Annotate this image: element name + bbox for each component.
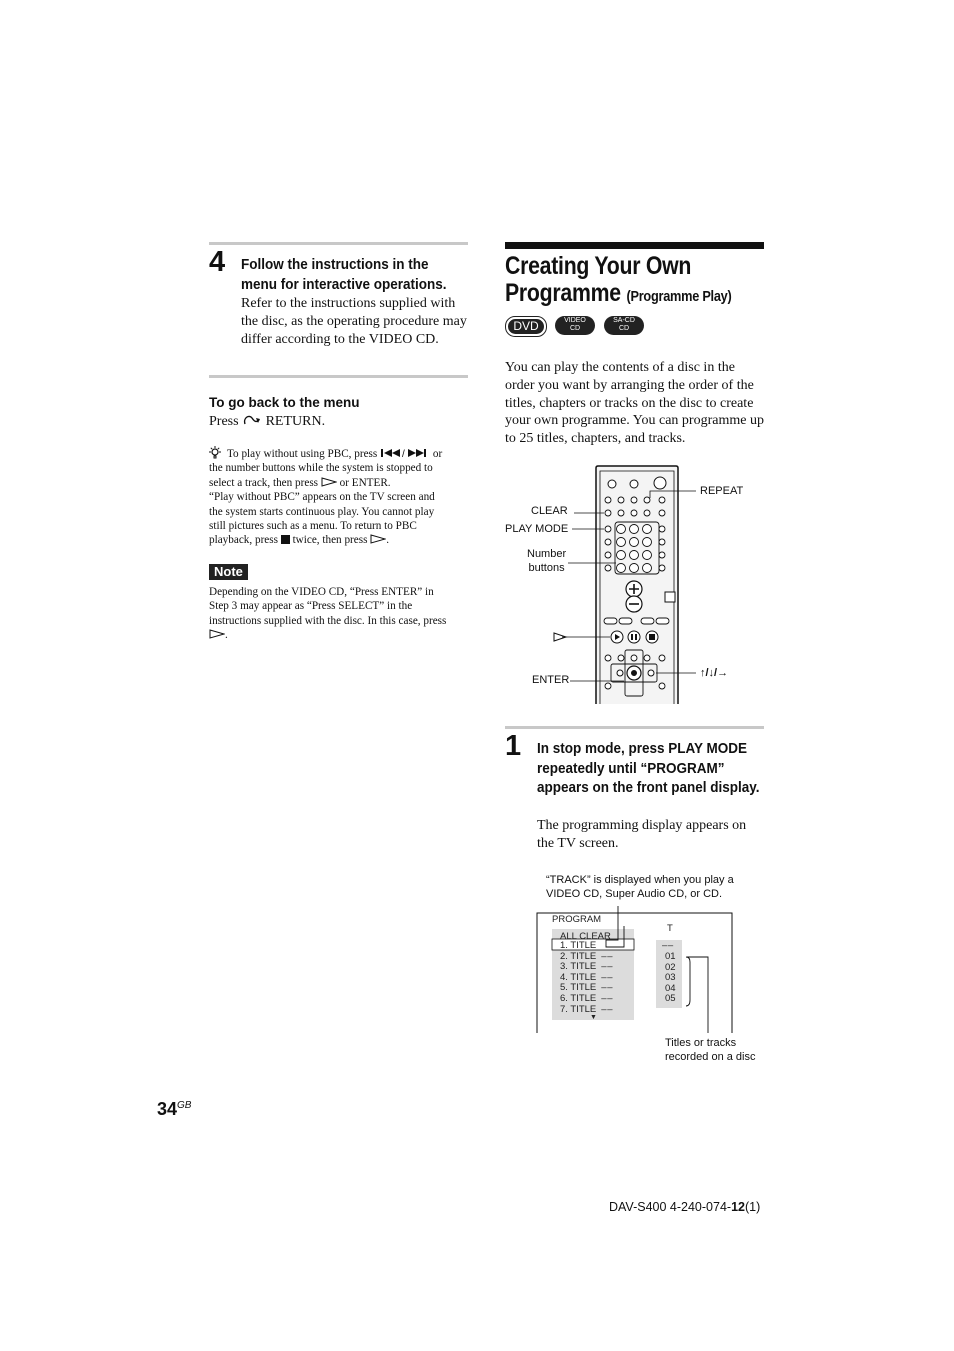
program-row-label: 3. TITLE [560,961,597,973]
label-line: Titles or tracks [665,1037,737,1049]
tip-line: playback, press [209,534,278,547]
program-header: PROGRAM [552,914,602,925]
number-buttons-label [527,547,566,575]
title-bar [505,242,764,249]
tip-line: the number buttons while the system is stopped to [209,462,433,475]
tip-line: To play without using PBC, press [227,448,378,460]
note-line: Step 3 may appear as “Press SELECT” in the [209,600,413,613]
section-rule [505,726,764,729]
tip-line: the system starts continuous play. You cannot play [209,505,435,518]
press-text: Press [209,414,239,429]
program-row[interactable] [560,1005,611,1016]
step-heading: Follow the instructions in the menu for interactive operations. [241,256,447,293]
model-code-part: 12 [731,1200,745,1214]
program-list [560,941,611,1015]
page-number [157,1099,191,1120]
step-number: 4 [209,246,226,278]
step-heading: In stop mode, press PLAY MODE repeatedly until “PROGRAM” appears on the front panel display. [537,740,760,796]
track-item[interactable]: 01 [665,951,676,962]
program-row-dash: – – [601,1003,612,1015]
titles-tracks-label [665,1036,756,1064]
title-subtitle: (Programme Play) [626,288,732,305]
program-row-dash: – – [601,961,612,973]
play-icon [370,534,386,544]
step-number: 1 [505,730,522,762]
section-rule [209,375,468,378]
track-item[interactable]: 02 [665,961,676,973]
program-row-label: 1. TITLE [560,940,597,951]
tip-line: “Play without PBC” appears on the TV screen and [209,491,435,504]
program-row-label: 2. TITLE [560,950,597,962]
tip-line: twice, then press [292,534,368,547]
track-item[interactable]: 05 [665,993,676,1005]
play-icon [321,477,337,487]
program-row-label: 7. TITLE [560,1003,597,1015]
svg-text:/: / [402,449,405,458]
model-code-part: DAV-S400 4-240-074- [609,1200,732,1214]
note-line: Depending on the VIDEO CD, “Press ENTER” in [209,586,434,598]
period: . [386,534,390,547]
page-suffix: GB [177,1100,192,1111]
title-line: Programme [505,279,621,307]
prev-next-icon [380,448,430,458]
model-code [609,1200,760,1214]
page-title [505,253,732,310]
section-rule [209,242,468,245]
program-row-label: 5. TITLE [560,982,597,994]
play-mode-label: PLAY MODE [505,523,569,535]
repeat-label: REPEAT [700,485,744,497]
program-row-label: 4. TITLE [560,971,597,983]
clear-label: CLEAR [531,505,568,517]
tip-line: still pictures such as a menu. To return to PBC [209,520,417,533]
dvd-badge-text: DVD [508,319,544,334]
enter-label: ENTER [532,674,570,686]
model-code-part: (1) [744,1200,761,1214]
badge-line: CD [569,325,581,332]
track-item[interactable]: 03 [665,972,676,984]
track-callout [546,873,746,901]
title-line: Creating Your Own [505,252,692,280]
program-row-dash: – – [601,982,612,994]
step-body: The programming display appears on the TV screen. [537,818,747,851]
note-text [209,585,471,643]
tip-text [209,447,471,548]
note-label: Note [209,564,248,580]
scroll-down-icon: ▼ [590,1014,597,1021]
track-list [665,952,676,1005]
page-number-value: 34 [157,1099,178,1119]
badge-line: SA-CD [613,317,635,324]
callout-line: VIDEO CD, Super Audio CD, or CD. [546,888,723,900]
sa-cd-badge [604,316,644,335]
return-icon [242,414,262,426]
label-line: recorded on a disc [665,1051,756,1063]
return-text: RETURN. [265,414,326,429]
tip-line: or ENTER. [339,476,391,489]
tip-line: select a track, then press [209,476,319,489]
subheading: To go back to the menu [209,395,360,410]
callout-line: “TRACK” is displayed when you play a [546,874,734,886]
label-line: Number [527,548,567,560]
label-line: buttons [528,562,565,574]
arrow-keys-label: ↑/↓/→ [700,667,729,679]
dvd-badge [505,316,547,337]
period: . [225,629,228,642]
program-row-label: 6. TITLE [560,992,597,1004]
program-row-dash: – – [601,950,612,962]
column-t-label: T [667,923,673,934]
video-cd-badge [555,316,595,335]
track-dash: – – [662,940,673,951]
all-clear-item[interactable]: ALL CLEAR [560,931,611,942]
program-row-dash: – – [601,992,612,1004]
program-row-dash: – – [601,971,612,983]
note-line: instructions supplied with the disc. In this case, press [209,614,447,627]
intro-paragraph: You can play the contents of a disc in the order you want by arranging the order of the titles, chapters or tracks on the disc to create your own programme. You can programme up to 25 titles, chapters, and tracks. [505,360,764,447]
track-item[interactable]: 04 [665,982,676,994]
tip-line: or [432,448,443,460]
badge-line: CD [618,325,630,332]
step-body: Refer to the instructions supplied with the disc, as the operating procedure may differ according to the VIDEO CD. [241,296,467,347]
stop-icon [281,535,290,544]
play-icon [209,629,225,639]
press-return-line [209,413,325,431]
badge-line: VIDEO [564,317,586,324]
